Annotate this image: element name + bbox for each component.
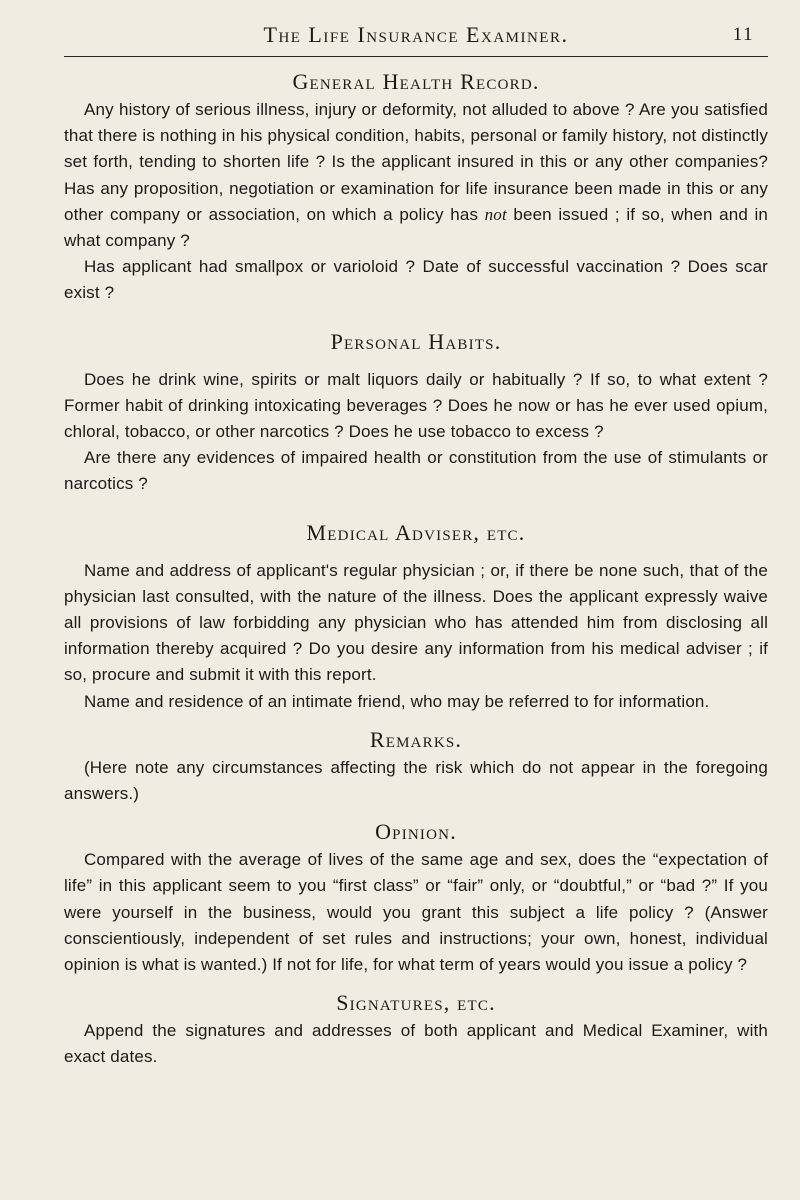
spacer — [64, 548, 768, 558]
spacer — [64, 498, 768, 518]
section-heading-remarks: Remarks. — [369, 726, 463, 752]
personal-habits-paragraph-1: Does he drink wine, spirits or malt liquors daily or habitually ? If so, to what extent ? Former habit of drinking intoxicating beverages ? Does he now or has he ever used opium, chloral, tobacco, or other narcotics ? Does he use tobacco to excess ? — [64, 369, 768, 442]
section-heading-opinion: Opinion. — [375, 819, 457, 845]
spacer — [64, 807, 768, 817]
general-health-paragraph-2: Has applicant had smallpox or varioloid ? Date of successful vaccination ? Does scar exist ? — [64, 257, 768, 303]
signatures-paragraph-1: Append the signatures and addresses of both applicant and Medical Examiner, with exact dates. — [64, 1021, 768, 1067]
spacer — [64, 307, 768, 327]
medical-adviser-paragraph-1: Name and address of applicant's regular physician ; or, if there be none such, that of the physician last consulted, with the nature of the illness. Does the applicant expressly waive all provisions of law forbidding any physician who has attended him from disclosing all information thereby acquired ? Do you desire any information from his medical adviser ; if so, procure and submit it with this report. — [64, 560, 768, 685]
running-header — [64, 22, 768, 54]
general-health-p1-part-a: Any history of serious illness, injury or deformity, not alluded to above ? Are you satisfied that there is nothing in his physical condition, habits, personal or family history, not distinctly set forth, tending to shorten life ? Is the applicant insured in this or any other companies? Has any proposition, negotiation or examination for life insurance been made in this or any other company or association, on which a policy has — [64, 100, 768, 224]
section-heading-medical-adviser: Medical Adviser, etc. — [306, 519, 526, 545]
medical-adviser-paragraph-2: Name and residence of an intimate friend, who may be referred to for information. — [84, 691, 710, 711]
general-health-paragraph-1 — [64, 97, 768, 254]
page-number: 11 — [732, 24, 754, 45]
spacer — [64, 978, 768, 988]
header-rule — [64, 56, 768, 57]
personal-habits-paragraph-2: Are there any evidences of impaired health or constitution from the use of stimulants or narcotics ? — [64, 448, 768, 494]
section-heading-general-health: General Health Record. — [292, 69, 540, 94]
section-heading-signatures: Signatures, etc. — [336, 990, 496, 1016]
remarks-paragraph-1: (Here note any circumstances affecting the risk which do not appear in the foregoing answers.) — [64, 757, 768, 804]
spacer — [64, 715, 768, 725]
general-health-p1-emphasis: not — [484, 204, 507, 224]
opinion-paragraph-1: Compared with the average of lives of the same age and sex, does the “expectation of life” in this applicant seem to you “first class” or “fair” only, or “doubtful,” or “bad ?” If you were yourself in the business, would you grant this subject a life policy ? (Answer conscientiously, independent of set rules and instructions; your own, honest, individual opinion is what is wanted.) If not for life, for what term of years would you issue a policy ? — [64, 850, 768, 975]
spacer — [64, 357, 768, 367]
running-title: The Life Insurance Examiner. — [263, 22, 569, 47]
section-heading-personal-habits: Personal Habits. — [330, 328, 502, 354]
general-health-p1-part-b: been issued ; if so, when and in what company ? — [64, 204, 768, 251]
